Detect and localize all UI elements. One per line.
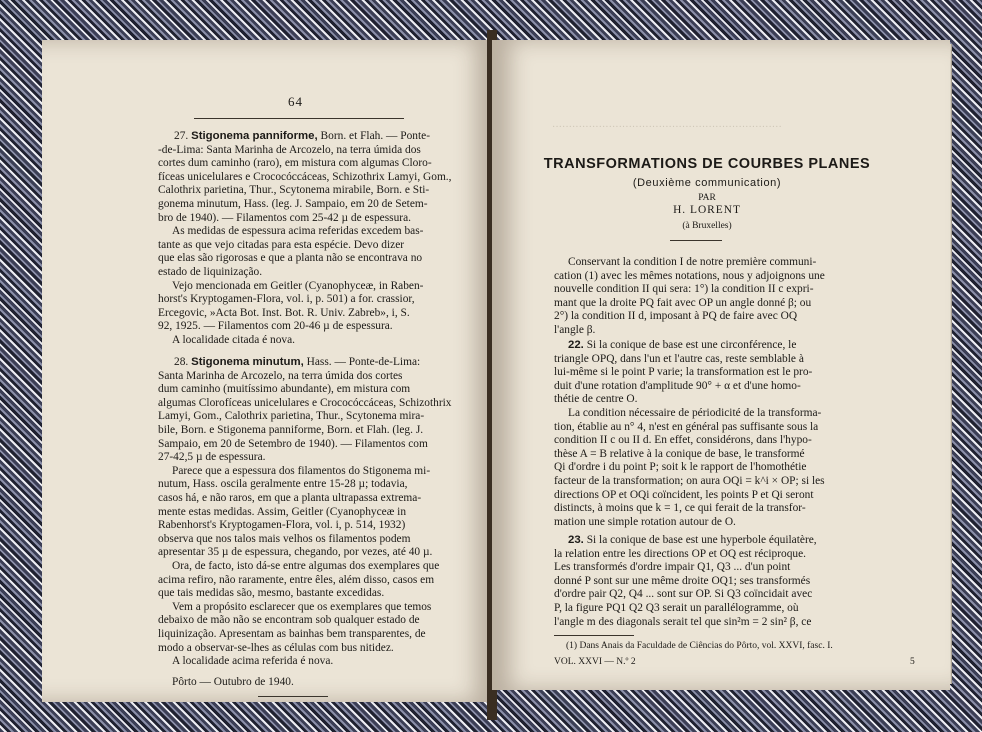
entry-27-line: bro de 1940). — Filamentos com 25-42 µ de espessura. [158,211,411,224]
section-number: 23. [568,534,584,546]
footnote-rule [554,635,634,636]
section-23-heading [568,534,817,548]
paragraph-line: As medidas de espessura acima referidas excedem bas- [172,225,424,238]
paragraph-line: La condition nécessaire de périodicité de la transforma- [568,407,822,419]
author-affiliation: (à Bruxelles) [682,221,732,231]
entry-28-line: bile, Born. e Stigonema panniforme, Born. et Flah. (leg. J. [158,424,424,436]
paragraph-line: que elas são rigorosas e que a planta não se encontrava no [158,252,423,265]
page-number: 64 [288,94,303,109]
paragraph-line: Qi d'ordre i du point P; soit k le rapport de l'homothétie [554,461,807,474]
paragraph-line: Parece que a espessura dos filamentos do Stigonema mi- [172,464,431,477]
species-name: Stigonema panniforme, [191,130,318,142]
entry-27-line: gonema minutum, Hass. (leg. J. Sampaio, em 20 de Setem- [158,198,428,210]
section-line: d'ordre pair Q2, Q4 ... sont sur OP. Si Q3 coïncidait avec [554,588,813,601]
entry-28-line: dum caminho (muitíssimo abundante), em mistura com [158,383,411,396]
section-line: la relation entre les directions OP et OQ est réciproque. [554,547,806,560]
paragraph-line: observa que nos talos mais velhos os filamentos podem [158,532,411,545]
entry-number: 27. [174,130,189,142]
paragraph-line: tante as que vejo citadas para esta espécie. Devo dizer [158,238,405,251]
species-name: Stigonema minutum, [191,356,304,368]
intro-line: 2°) la condition II d, imposant à PQ de faire avec OQ [554,310,798,323]
entry-number: 28. [174,356,189,368]
paragraph-line: mation une simple rotation autour de O. [554,515,736,528]
entry-28-line: 27-42,5 µ de espessura. [158,451,266,464]
paragraph-line: liquinização. Apresentam as bainhas bem transparentes, de [158,628,426,640]
entry-27-line: -de-Lima: Santa Marinha de Arcozelo, na terra úmida dos [158,143,421,156]
paragraph-line: estado de liquinização. [158,266,263,278]
paragraph-line: A localidade citada é nova. [172,334,296,346]
paragraph-line: debaixo de mão não se encontram sob qualquer estado de [158,614,420,627]
section-line: Les transformés d'ordre impair Q1, Q3 ... d'un point [554,561,791,574]
article-title: TRANSFORMATIONS DE COURBES PLANES [543,156,871,172]
paragraph-line: horst's Kryptogamen-Flora, vol. i, p. 501) a for. crassior, [158,293,415,306]
paragraph-line: mente estas medidas. Assim, Geitler (Cyanophyceæ in [158,505,407,518]
intro-line: Conservant la condition I de notre première communi- [568,256,817,268]
section-line: duit d'une rotation d'amplitude 90° + α et d'une homo- [554,379,801,392]
paragraph-line: thèse A = B relative à la conique de base, le transformé [554,447,805,460]
footer-signature: 5 [910,657,915,667]
paragraph-line: nutum, Hass. oscila geralmente entre 15-28 µ; todavia, [158,478,408,491]
entry-27-heading [174,130,430,144]
paragraph-line: acima refiro, não raramente, entre êles, além disso, casos em [158,573,435,586]
entry-28-heading [174,356,420,370]
paragraph-line: Vejo mencionada em Geitler (Cyanophyceæ, in Raben- [172,279,424,292]
closing-rule [258,696,328,697]
signature-date: Pôrto — Outubro de 1940. [172,676,294,688]
intro-line: l'angle β. [554,324,596,336]
section-text: Si la conique de base est une circonférence, le [583,339,797,351]
section-line: triangle OPQ, dans l'un et l'autre cas, reste semblable à [554,352,804,365]
left-page [42,40,494,702]
right-page [492,40,950,690]
paragraph-line: distincts, à moins que k = 1, ce qui ferait de la transfor- [554,502,806,515]
section-line: donné P sont sur une même droite OQ1; ses transformés [554,574,811,587]
paragraph-line: Ora, de facto, isto dá-se entre algumas dos exemplares que [172,560,440,572]
paragraph-line: Ercegovic, »Acta Bot. Inst. Bot. R. Univ. Zabreb», i, S. [158,306,410,319]
paragraph-line: modo a observar-se-lhes as células com bus nitidez. [158,641,394,654]
paragraph-line: casos há, e não raros, em que a planta ultrapassa extrema- [158,492,422,504]
entry-28-line: Lamyi, Gom., Calothrix parietina, Thur., Scytonema mira- [158,410,425,423]
header-rule [194,118,404,119]
paragraph-line: condition II c ou II d. En effet, considérons, dans l'hypo- [554,434,812,447]
intro-line: cation (1) avec les mêmes notations, nous y adjoignons une [554,269,825,282]
section-line: P, la figure PQ1 Q2 Q3 serait un parallélogramme, où [554,602,799,614]
section-line: thétie de centre O. [554,393,638,406]
section-number: 22. [568,339,584,351]
entry-27-line: cortes dum caminho (raro), em mistura com algumas Cloro- [158,157,432,170]
paragraph-line: que tais medidas são, mesmo, bastante excedidas. [158,587,385,600]
entry-28-line: Sampaio, em 20 de Setembro de 1940). — Filamentos com [158,437,428,450]
section-text: Si la conique de base est une hyperbole équilatère, [583,534,817,546]
intro-line: nouvelle condition II qui sera: 1°) la condition II c expri- [554,283,814,296]
paragraph-line: A localidade acima referida é nova. [172,655,334,668]
entry-28-line: Santa Marinha de Arcozelo, na terra úmida dos cortes [158,369,403,382]
article-subtitle: (Deuxième communication) [632,177,782,189]
footer-volume: VOL. XXVI — N.º 2 [554,657,636,667]
paragraph-line: Rabenhorst's Kryptogamen-Flora, vol. i, p. 514, 1932) [158,519,406,532]
entry-28-line: algumas Clorofíceas unicelulares e Crococóccáceas, Schizothrix [158,396,452,409]
author-name: H. LORENT [673,204,741,216]
section-line: lui-même si le point P varie; la transformation est le pro- [554,366,813,379]
entry-text: Hass. — Ponte-de-Lima: [303,356,421,368]
entry-27-line: fíceas unicelulares e Crococóccáceas, Schizothrix Lamyi, Gom., [158,170,452,183]
footnote: (1) Dans Anais da Faculdade de Ciências do Pôrto, vol. XXVI, fasc. I. [566,641,833,651]
paragraph-line: Vem a propósito esclarecer que os exemplares que temos [172,600,432,613]
bleed-through-text: ····································································· [552,122,782,133]
paragraph-line: apresentar 35 µ de espessura, chegando, por vezes, até 40 µ. [158,546,433,559]
section-22-heading [568,339,796,353]
by-label: PAR [698,193,716,203]
section-line: l'angle m des diagonals serait tel que sin²m = 2 sin² β, ce [554,615,812,628]
paragraph-line: 92, 1925. — Filamentos com 20-46 µ de espessura. [158,320,393,333]
entry-text: Born. et Flah. — Ponte- [317,130,431,142]
title-rule [670,240,722,241]
intro-line: mant que la droite PQ fait avec OP un angle donné β; ou [554,296,812,309]
entry-27-line: Calothrix parietina, Thur., Scytonema mirabile, Born. e Sti- [158,184,430,197]
paragraph-line: facteur de la transformation; on aura OQi = k^i × OP; si les [554,475,825,487]
paragraph-line: directions OP et OQi coïncident, les points P et Qi seront [554,488,814,501]
paragraph-line: tion, établie au n° 4, n'est en général pas suffisante sous la [554,420,819,433]
